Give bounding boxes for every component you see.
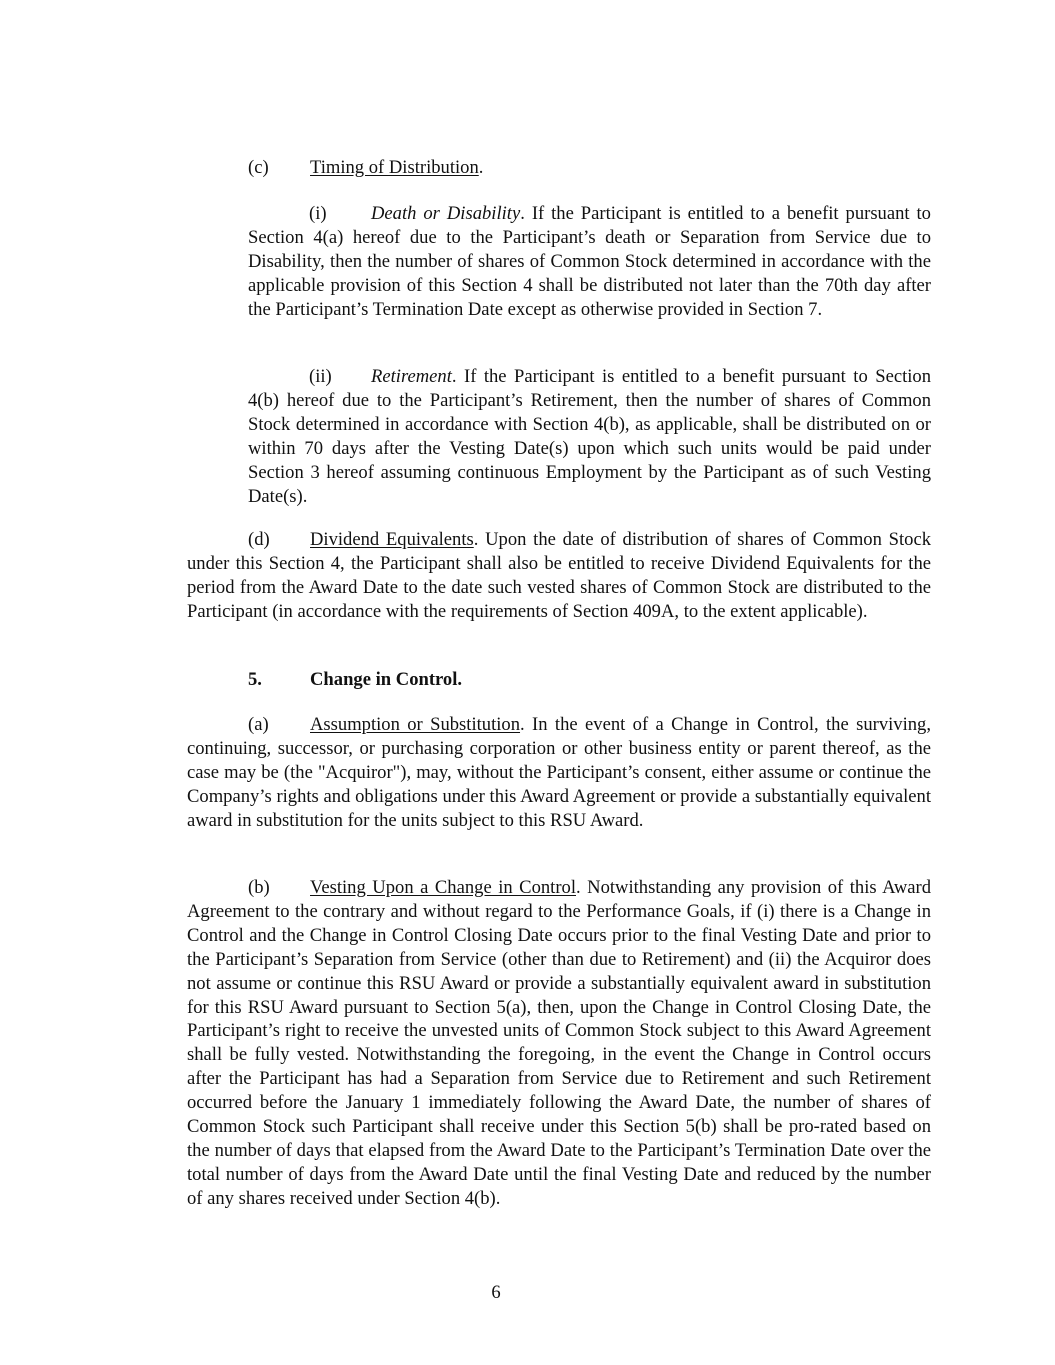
section-c-title: Timing of Distribution (310, 157, 479, 178)
section-5-heading (248, 668, 462, 692)
paragraph-5a-label: (a) (248, 714, 269, 735)
paragraph-5b-text: . Notwithstanding any provision of this Award Agreement to the contrary and without regard to the Performance Goals, if (i) there is a Change in Control and the Change in Control Closing Date occurs prior to the final Vesting Date and prior to the Participant’s Separation from Service (other than due to Retirement) and (ii) the Acquiror does not assume or continue this RSU Award or provide a substantially equivalent award in substitution for this RSU Award pursuant to Section 5(a), then, upon the Change in Control Closing Date, the Participant’s right to receive the unvested units of Common Stock subject to this Award Agreement shall be fully vested. Notwithstanding the foregoing, in the event the Change in Control occurs after the Participant has had a Separation from Service due to Retirement and such Retirement occurred before the January 1 immediately following the Award Date, the number of shares of Common Stock such Participant shall receive under this Section 5(b) shall be pro-rated based on the number of days that elapsed from the Award Date to the Participant’s Termination Date over the total number of days from the Award Date until the final Vesting Date and reduced by the number of any shares received under Section 4(b). (187, 877, 931, 1209)
paragraph-c-i-text: . If the Participant is entitled to a benefit pursuant to Section 4(a) hereof due to the Participant’s death or Separation from Service due to Disability, then the number of shares of Common Stock determined in accordance with the applicable provision of this Section 4 shall be distributed not later than the 70th day after the Participant’s Termination Date except as otherwise provided in Section 7. (248, 203, 931, 320)
section-5-title: Change in Control. (310, 669, 463, 690)
paragraph-d (187, 528, 931, 624)
paragraph-5a (187, 713, 931, 833)
section-c-title-period: . (478, 157, 484, 178)
section-c-label: (c) (248, 157, 269, 178)
paragraph-d-heading: Dividend Equivalents (310, 529, 474, 550)
paragraph-c-ii (248, 365, 931, 508)
paragraph-5b (187, 876, 931, 1211)
section-c-heading (248, 156, 483, 180)
page-number: 6 (491, 1282, 501, 1303)
paragraph-c-i (248, 202, 931, 322)
paragraph-5b-heading: Vesting Upon a Change in Control (310, 877, 576, 898)
paragraph-5a-text: . In the event of a Change in Control, the surviving, continuing, successor, or purchasing corporation or other business entity or parent thereof, as the case may be (the "Acquiror"), may, without the Participant’s consent, either assume or continue the Company’s rights and obligations under this Award Agreement or provide a substantially equivalent award in substitution for the units subject to this RSU Award. (187, 714, 932, 831)
paragraph-5a-heading: Assumption or Substitution (310, 714, 521, 735)
section-5-number: 5. (248, 669, 262, 690)
paragraph-c-ii-text: . If the Participant is entitled to a benefit pursuant to Section 4(b) hereof due to the Participant’s Retirement, then the number of shares of Common Stock determined in accordance with Section 4(b), as applicable, shall be distributed on or within 70 days after the Vesting Date(s) upon which such units would be paid under Section 3 hereof assuming continuous Employment by the Participant as of such Vesting Date(s). (248, 366, 931, 507)
paragraph-d-text: . Upon the date of distribution of shares of Common Stock under this Section 4, the Participant shall also be entitled to receive Dividend Equivalents for the period from the Award Date to the date such vested shares of Common Stock are distributed to the Participant (in accordance with the requirements of Section 409A, to the extent applicable). (187, 529, 931, 622)
paragraph-d-label: (d) (248, 529, 270, 550)
paragraph-c-ii-label: (ii) (309, 366, 332, 387)
paragraph-c-i-heading: Death or Disability (371, 203, 521, 224)
paragraph-5b-label: (b) (248, 877, 270, 898)
paragraph-c-ii-heading: Retirement (371, 366, 452, 387)
paragraph-c-i-label: (i) (309, 203, 327, 224)
